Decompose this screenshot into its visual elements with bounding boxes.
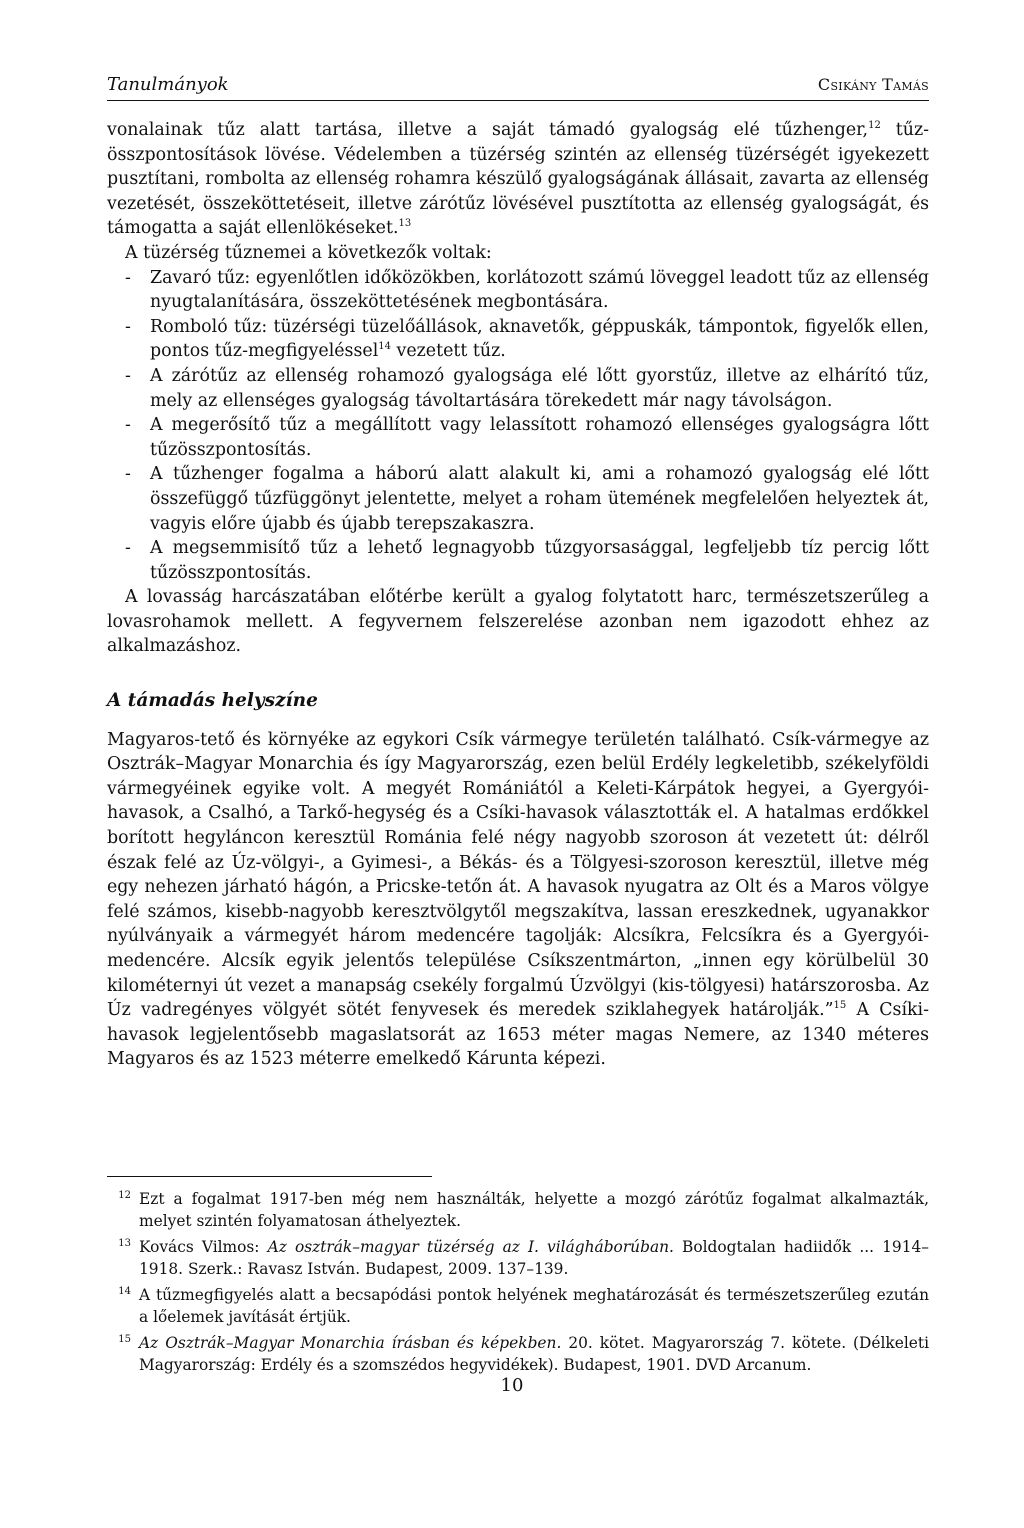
list-dash: -	[125, 538, 131, 559]
footnote-15	[107, 1332, 929, 1376]
footnote-number: 15	[118, 1334, 131, 1345]
list-dash: -	[125, 365, 131, 386]
list-item-text: Zavaró tűz: egyenlőtlen időközökben, korlátozott számú löveggel leadott tűz az ellenség nyugtalanítására, összeköttetésének megbontására.	[150, 267, 929, 313]
header-section-title: Tanulmányok	[107, 74, 229, 95]
page-number: 10	[500, 1375, 524, 1396]
list-dash: -	[125, 316, 131, 337]
footnote-13	[107, 1236, 929, 1280]
paragraph-location	[107, 728, 929, 1072]
list-item	[125, 315, 929, 364]
list-item-text: A tűzhenger fogalma a háború alatt alakult ki, ami a rohamozó gyalogság elé lőtt összefüggő tűzfüggönyt jelentette, melyet a roham ütemének megfelelően helyeztek át, vagyis előre újabb és újabb terepszakaszra.	[150, 464, 929, 534]
footnote-text: Boldogtalan hadiidők ... 1914–1918. Szerk.: Ravasz István. Budapest, 2009. 137–139.	[139, 1238, 930, 1278]
footnote-number: 14	[118, 1286, 131, 1297]
fire-types-list	[107, 266, 929, 586]
paragraph-cavalry: A lovasság harcászatában előtérbe került a gyalog folytatott harc, természetszerűleg a lovasrohamok mellett. A fegyvernem felszerelése azonban nem igazodott ehhez az alkalmazáshoz.	[107, 587, 929, 657]
list-dash: -	[125, 415, 131, 436]
list-item	[125, 462, 929, 536]
footnote-text: Kovács Vilmos:	[139, 1238, 268, 1256]
list-item	[125, 413, 929, 462]
list-dash: -	[125, 267, 131, 288]
running-header	[107, 74, 929, 101]
footnote-text: A tűzmegfigyelés alatt a becsapódási pontok helyének meghatározását és természetszerűleg ezután a lőelemek javítását értjük.	[139, 1286, 929, 1326]
footnotes	[107, 1188, 929, 1380]
section-heading: A támadás helyszíne	[107, 690, 318, 712]
list-dash: -	[125, 464, 131, 485]
list-item-text: A zárótűz az ellenség rohamozó gyalogsága elé lőtt gyorstűz, illetve az elhárító tűz, mely az ellenséges gyalogság távoltartására törekedett már nagy távolságon.	[150, 365, 929, 411]
list-item	[125, 364, 929, 413]
footnote-text: Ezt a fogalmat 1917-ben még nem használták, helyette a mozgó zárótűz fogalmat alkalmazták, melyet szintén folyamatosan áthelyeztek.	[139, 1190, 929, 1230]
paragraph-fire-types-intro: A tüzérség tűznemei a következők voltak:	[125, 242, 492, 263]
footnote-text: 20. kötet. Magyarország 7. kötete. (Délkeleti Magyarország: Erdély és a szomszédos hegyvidékek). Budapest, 1901. DVD Arcanum.	[139, 1334, 930, 1374]
main-body-text	[107, 118, 929, 1072]
footnote-ref-14[interactable]: 14	[378, 341, 391, 353]
footnote-number: 13	[118, 1238, 131, 1249]
footnote-ref-12[interactable]: 12	[868, 120, 881, 132]
list-item	[125, 536, 929, 585]
paragraph-text: tűz-összpontosítások lövése. Védelemben a tüzérség szintén az ellenség tüzérségét igyekezett pusztítani, rombolta az ellenség rohamra készülő gyalogságának állásait, zavarta az ellenség vezetését, összeköttetéseit, illetve zárótűz lövésével pusztította az ellenség gyalogságát, és támogatta a saját ellenlökéseket.	[107, 120, 929, 239]
footnote-divider	[107, 1176, 432, 1177]
footnote-title: Az osztrák–magyar tüzérség az I. világháborúban.	[267, 1238, 674, 1256]
paragraph-text: A Csíki-havasok legjelentősebb magaslatsorát az 1653 méter magas Nemere, az 1340 méteres Magyaros és az 1523 méterre emelkedő Kárunta képezi.	[107, 1000, 929, 1070]
header-author: Csikány Tamás	[817, 75, 929, 94]
paragraph-text: Magyaros-tető és környéke az egykori Csík vármegye területén található. Csík-vármegye az Osztrák–Magyar Monarchia és így Magyarország, ezen belül Erdély legkeletibb, székelyföldi vármegyéinek egyike volt. A megyét Romániától a Keleti-Kárpátok hegyei, a Gyergyói-havasok, a Csalhó, a Tarkő-hegység és a Csíki-havasok választották el. A hatalmas erdőkkel borított hegyláncon keresztül Románia felé négy nagyobb szoroson át vezetett út: délről észak felé az Úz-völgyi-, a Gyimesi-, a Békás- és a Tölgyesi-szoroson keresztül, illetve még egy nehezen járható hágón, a Pricske-tetőn át. A havasok nyugatra az Olt és a Maros völgye felé számos, kisebb-nagyobb keresztvölgytől megszakítva, lassan ereszkednek, ugyanakkor nyúlványaik a vármegyét három medencére tagolják: Alcsíkra, Felcsíkra és a Gyergyói-medencére. Alcsík egyik jelentős települése Csíkszentmárton, „innen egy körülbelül 30 kilométernyi út vezet a manapság csekély forgalmú Úzvölgyi (kis-tölgyesi) határszorosba. Az Úz vadregényes völgyét sötét fenyvesek és meredek sziklahegyek határolják.”	[107, 729, 929, 1021]
footnote-title: Az Osztrák–Magyar Monarchia írásban és képekben.	[139, 1334, 562, 1352]
footnote-number: 12	[118, 1190, 131, 1201]
list-item-text: A megerősítő tűz a megállított vagy lelassított rohamozó ellenséges gyalogságra lőtt tűzösszpontosítás.	[150, 415, 929, 460]
footnote-14	[107, 1284, 929, 1328]
list-item	[125, 266, 929, 315]
footnote-ref-13[interactable]: 13	[398, 218, 412, 230]
paragraph-artillery-attack	[107, 118, 929, 241]
list-item-text: A megsemmisítő tűz a lehető legnagyobb tűzgyorsasággal, legfeljebb tíz percig lőtt tűzösszpontosítás.	[150, 538, 929, 583]
paragraph-text: vonalainak tűz alatt tartása, illetve a saját támadó gyalogság elé tűzhenger,	[107, 120, 869, 140]
list-item-text: vezetett tűz.	[391, 341, 506, 362]
footnote-12	[107, 1188, 929, 1232]
list-item-text: Romboló tűz: tüzérségi tüzelőállások, aknavetők, géppuskák, támpontok, figyelők ellen, pontos tűz-megfigyeléssel	[150, 316, 929, 362]
footnote-ref-15[interactable]: 15	[833, 1000, 847, 1012]
